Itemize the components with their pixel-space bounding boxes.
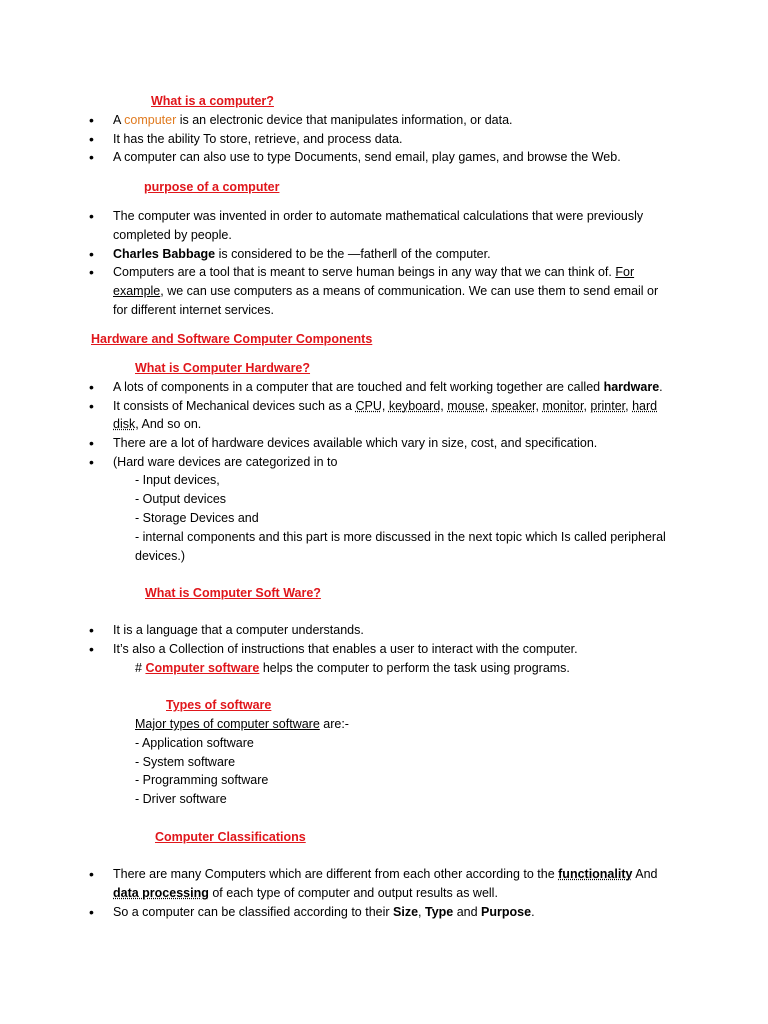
heading-hw-sw-components: Hardware and Software Computer Components (91, 332, 373, 346)
type-term: Type (424, 905, 454, 919)
heading-classifications: Computer Classifications (155, 830, 306, 844)
list-item-continuation: completed by people. (113, 228, 232, 242)
sub-item: - Storage Devices and (135, 511, 259, 525)
list-item: • The computer was invented in order to automate mathematical calculations that were previously (113, 209, 643, 224)
hard-disk-link[interactable]: disk (113, 417, 136, 431)
purpose-term: Purpose (481, 905, 532, 919)
computer-software-link[interactable]: Computer software (145, 661, 260, 675)
list-item: • (Hard ware devices are categorized in to (113, 455, 337, 470)
for-example-link[interactable]: example (113, 284, 161, 298)
heading-what-is-computer: What is a computer? (151, 94, 274, 108)
computer-link[interactable]: computer (124, 113, 177, 127)
text: . (531, 905, 535, 919)
list-item: • It is a language that a computer understands. (113, 623, 364, 638)
list-item: • A computer can also use to type Documents, send email, play games, and browse the Web. (113, 150, 621, 165)
list-item (113, 265, 634, 280)
hard-disk-link[interactable]: hard (632, 399, 658, 413)
sub-item: - Driver software (135, 792, 227, 806)
hardware-term: hardware (603, 380, 660, 394)
list-item (113, 399, 657, 414)
text: , (418, 905, 425, 919)
monitor-link[interactable]: monitor (542, 399, 584, 413)
major-types-link[interactable]: Major types of computer software (135, 717, 320, 731)
sep: , (583, 399, 591, 413)
text: It consists of Mechanical devices such as a (113, 399, 356, 413)
sub-item: - Output devices (135, 492, 227, 506)
for-example-link[interactable]: For (615, 265, 635, 279)
list-item (113, 380, 663, 395)
charles-babbage: Charles Babbage (113, 247, 216, 261)
printer-link[interactable]: printer (590, 399, 626, 413)
sub-item: - Programming software (135, 773, 269, 787)
text: A (113, 113, 125, 127)
functionality-term[interactable]: functionality (558, 867, 633, 881)
sub-item-continuation: devices.) (135, 549, 186, 563)
sep: , (440, 399, 448, 413)
text: are:- (319, 717, 349, 731)
list-item: • It has the ability To store, retrieve, and process data. (113, 132, 403, 147)
sub-item: - internal components and this part is more discussed in the next topic which Is called peripheral (135, 530, 666, 544)
heading-purpose: purpose of a computer (144, 180, 280, 194)
list-item-continuation (113, 284, 658, 299)
list-item-continuation: for different internet services. (113, 303, 274, 317)
text: And (632, 867, 658, 881)
list-item (113, 867, 657, 882)
sep: , (484, 399, 492, 413)
mouse-link[interactable]: mouse (447, 399, 485, 413)
note-line (135, 661, 570, 676)
list-item (113, 905, 535, 920)
list-item: • It’s also a Collection of instructions that enables a user to interact with the computer. (113, 642, 578, 657)
data-processing-term[interactable]: data processing (113, 886, 209, 900)
text: # (135, 661, 146, 675)
sub-item: - System software (135, 755, 236, 769)
sub-item: - Application software (135, 736, 254, 750)
sep: , (625, 399, 633, 413)
text: is an electronic device that manipulates information, or data. (176, 113, 513, 127)
sub-item: - Input devices, (135, 473, 220, 487)
keyboard-link[interactable]: keyboard (388, 399, 441, 413)
types-intro (135, 717, 349, 732)
sep: , (381, 399, 389, 413)
text: There are many Computers which are different from each other according to the (113, 867, 559, 881)
heading-what-is-hardware: What is Computer Hardware? (135, 361, 311, 375)
text: , And so on. (135, 417, 202, 431)
list-item (113, 113, 513, 128)
heading-types-of-software: Types of software (166, 698, 272, 712)
text: A lots of components in a computer that are touched and felt working together are called (113, 380, 604, 394)
text: . (659, 380, 663, 394)
speaker-link[interactable]: speaker (491, 399, 536, 413)
cpu-link[interactable]: CPU (355, 399, 382, 413)
heading-what-is-software: What is Computer Soft Ware? (145, 586, 321, 600)
list-item (113, 247, 491, 262)
list-item-continuation (113, 886, 498, 901)
list-item-continuation (113, 417, 201, 432)
text: Computers are a tool that is meant to serve human beings in any way that we can think of. (113, 265, 616, 279)
text: , we can use computers as a means of communication. We can use them to send email or (160, 284, 659, 298)
size-term: Size (393, 905, 419, 919)
text: So a computer can be classified according to their (113, 905, 394, 919)
text: is considered to be the ―father‖ of the computer. (215, 247, 491, 261)
sep: , (535, 399, 543, 413)
text: helps the computer to perform the task using programs. (259, 661, 570, 675)
list-item: • There are a lot of hardware devices available which vary in size, cost, and specification. (113, 436, 597, 451)
text: of each type of computer and output results as well. (208, 886, 498, 900)
text: and (453, 905, 482, 919)
